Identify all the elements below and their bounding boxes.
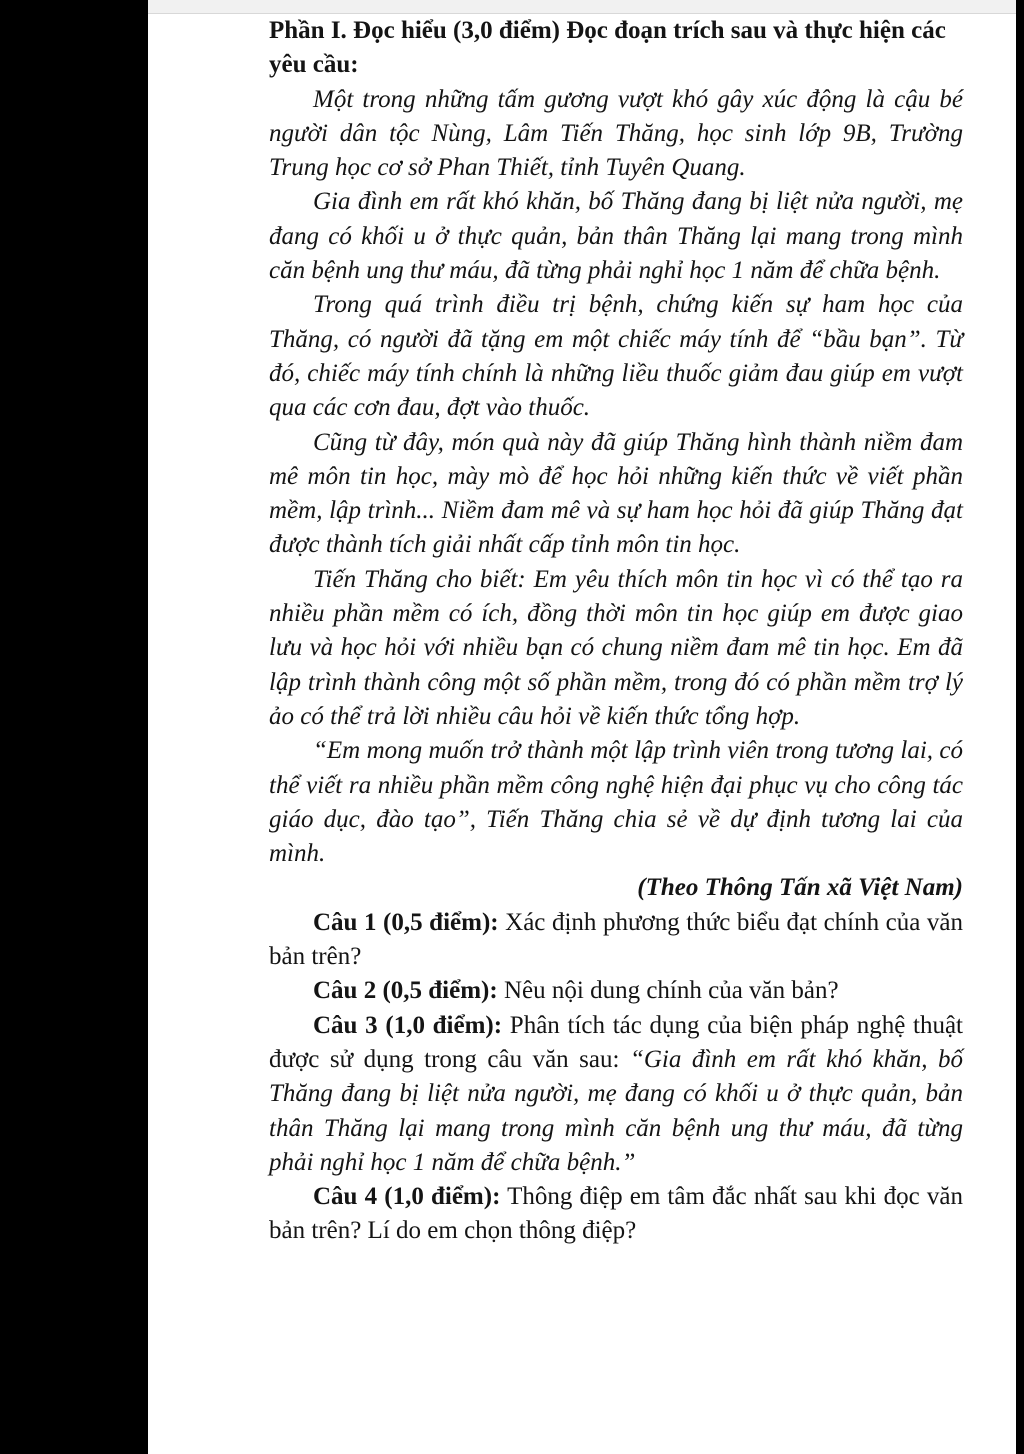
document-content <box>269 14 963 1249</box>
question-text: Thông điệp em tâm đắc nhất sau khi đọc văn bản trên? Lí do em chọn thông điệp? <box>269 1183 963 1245</box>
question-label: Câu 3 (1,0 điểm): <box>313 1011 503 1039</box>
section-heading: Phần I. Đọc hiểu (3,0 điểm) Đọc đoạn trích sau và thực hiện các yêu cầu: <box>269 17 946 79</box>
question-2 <box>269 974 963 1008</box>
question-3 <box>269 1009 963 1180</box>
question-text: Phân tích tác dụng của biện pháp nghệ thuật được sử dụng trong câu văn sau: <box>269 1011 963 1073</box>
document-page <box>148 0 1016 1454</box>
question-label: Câu 1 (0,5 điểm): <box>313 908 499 936</box>
passage-paragraph: Cũng từ đây, món quà này đã giúp Thăng hình thành niềm đam mê môn tin học, mày mò để học hỏi những kiến thức về viết phần mềm, lập trình... Niềm đam mê và sự ham học hỏi đã giúp Thăng đạt được thành tích giải nhất cấp tỉnh môn tin học. <box>269 428 963 559</box>
question-label: Câu 4 (1,0 điểm): <box>313 1183 501 1211</box>
passage-paragraph: Một trong những tấm gương vượt khó gây xúc động là cậu bé người dân tộc Nùng, Lâm Tiến Thăng, học sinh lớp 9B, Trường Trung học cơ sở Phan Thiết, tỉnh Tuyên Quang. <box>269 85 963 182</box>
passage-paragraph: Trong quá trình điều trị bệnh, chứng kiến sự ham học của Thăng, có người đã tặng em một chiếc máy tính để “bầu bạn”. Từ đó, chiếc máy tính chính là những liều thuốc giảm đau giúp em vượt qua các cơn đau, đợt vào thuốc. <box>269 291 963 422</box>
passage-source: (Theo Thông Tấn xã Việt Nam) <box>637 874 963 902</box>
question-1 <box>269 906 963 975</box>
passage-paragraph: Tiến Thăng cho biết: Em yêu thích môn tin học vì có thể tạo ra nhiều phần mềm có ích, đồng thời môn tin học giúp em được giao lưu và học hỏi với nhiều bạn có chung niềm đam mê tin học. Em đã lập trình thành công một số phần mềm, trong đó có phần mềm trợ lý ảo có thể trả lời nhiều câu hỏi về kiến thức tổng hợp. <box>269 565 963 730</box>
question-text: Xác định phương thức biểu đạt chính của văn bản trên? <box>269 908 963 971</box>
question-label: Câu 2 (0,5 điểm): <box>313 977 498 1005</box>
passage-paragraph: “Em mong muốn trở thành một lập trình viên trong tương lai, có thể viết ra nhiều phần mềm công nghệ hiện đại phục vụ cho công tác giáo dục, đào tạo”, Tiến Thăng chia sẻ về dự định tương lai của mình. <box>269 737 963 868</box>
question-quote: “Gia đình em rất khó khăn, bố Thăng đang bị liệt nửa người, mẹ đang có khối u ở thực quản, bản thân Thăng lại mang trong mình căn bệnh ung thư máu, đã từng phải nghỉ học 1 năm để chữa bệnh.” <box>269 1045 964 1176</box>
question-text: Nêu nội dung chính của văn bản? <box>503 977 839 1005</box>
question-4 <box>269 1180 963 1249</box>
viewer-top-bar <box>148 0 1016 14</box>
passage-paragraph: Gia đình em rất khó khăn, bố Thăng đang bị liệt nửa người, mẹ đang có khối u ở thực quản, bản thân Thăng lại mang trong mình căn bệnh ung thư máu, đã từng phải nghỉ học 1 năm để chữa bệnh. <box>269 188 963 285</box>
